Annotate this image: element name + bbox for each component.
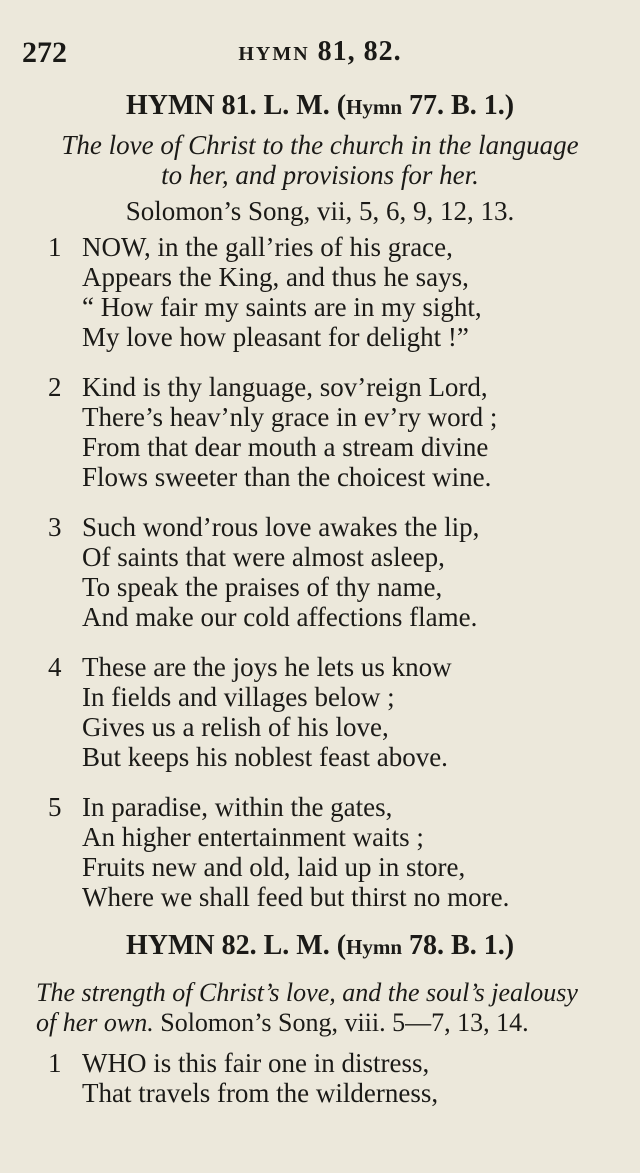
verse-number: 1 — [48, 232, 62, 262]
hymn-81-subject-line1: The love of Christ to the church in the language — [61, 130, 579, 160]
hymn-82-scripture: Solomon’s Song, viii. 5—7, 13, 14. — [153, 1008, 529, 1037]
hymn-82-subject-text: The strength of Christ’s love, and the soul’s jealousy — [36, 978, 578, 1007]
verse-line: Such wond’rous love awakes the lip, — [82, 512, 480, 542]
hymn-82-heading-sc: Hymn — [346, 935, 403, 959]
verse-line: Gives us a relish of his love, — [82, 712, 389, 742]
hymn-82-heading-tail: 78. B. 1.) — [402, 930, 515, 961]
verse-line: Of saints that were almost asleep, — [82, 542, 445, 572]
hymn-82-subject-italic: of her own. — [36, 1008, 154, 1037]
verse-line: Flows sweeter than the choicest wine. — [82, 462, 492, 492]
verse-line: Appears the King, and thus he says, — [82, 262, 469, 292]
verse-line: But keeps his noblest feast above. — [82, 742, 448, 772]
page-number: 272 — [22, 36, 67, 69]
verse-number: 4 — [48, 652, 62, 682]
verse-line: Kind is thy language, sov’reign Lord, — [82, 372, 488, 402]
running-title — [0, 36, 640, 68]
hymn-81-heading-tail: 77. B. 1.) — [402, 90, 515, 121]
verse-line: From that dear mouth a stream divine — [82, 432, 489, 462]
verse-line: My love how pleasant for delight !” — [82, 322, 469, 352]
verse-line: Where we shall feed but thirst no more. — [82, 882, 510, 912]
hymn-82-subject-line1 — [36, 978, 636, 1008]
verse-number: 2 — [48, 372, 62, 402]
verse-number: 1 — [48, 1048, 62, 1078]
hymn-81-heading-main: HYMN 81. L. M. ( — [125, 90, 347, 121]
hymn-82-subject-line2 — [36, 1008, 636, 1038]
verse-number: 3 — [48, 512, 62, 542]
verse-number: 5 — [48, 792, 62, 822]
hymn-82-heading — [0, 930, 640, 962]
verse-line: These are the joys he lets us know — [82, 652, 452, 682]
verse-line: Fruits new and old, laid up in store, — [82, 852, 466, 882]
verse-line: And make our cold affections flame. — [82, 602, 478, 632]
hymn-81-scripture: Solomon’s Song, vii, 5, 6, 9, 12, 13. — [125, 196, 515, 226]
verse-line: To speak the praises of thy name, — [82, 572, 443, 602]
verse-line: An higher entertainment waits ; — [82, 822, 424, 852]
hymn-81-heading — [0, 90, 640, 122]
running-title-numbers: 81, 82. — [317, 36, 402, 67]
verse-line: WHO is this fair one in distress, — [82, 1048, 430, 1078]
verse-line: That travels from the wilderness, — [82, 1078, 439, 1108]
running-title-prefix: HYMN — [238, 43, 310, 65]
hymn-82-heading-main: HYMN 82. L. M. ( — [125, 930, 347, 961]
running-head — [0, 36, 640, 76]
verse-line: NOW, in the gall’ries of his grace, — [82, 232, 453, 262]
verse-line: “ How fair my saints are in my sight, — [82, 292, 482, 322]
hymn-81-subject-line2: to her, and provisions for her. — [161, 160, 479, 190]
verse-line: In paradise, within the gates, — [82, 792, 393, 822]
verse-line: There’s heav’nly grace in ev’ry word ; — [82, 402, 498, 432]
hymn-81-heading-sc: Hymn — [346, 95, 403, 119]
verse-line: In fields and villages below ; — [82, 682, 395, 712]
